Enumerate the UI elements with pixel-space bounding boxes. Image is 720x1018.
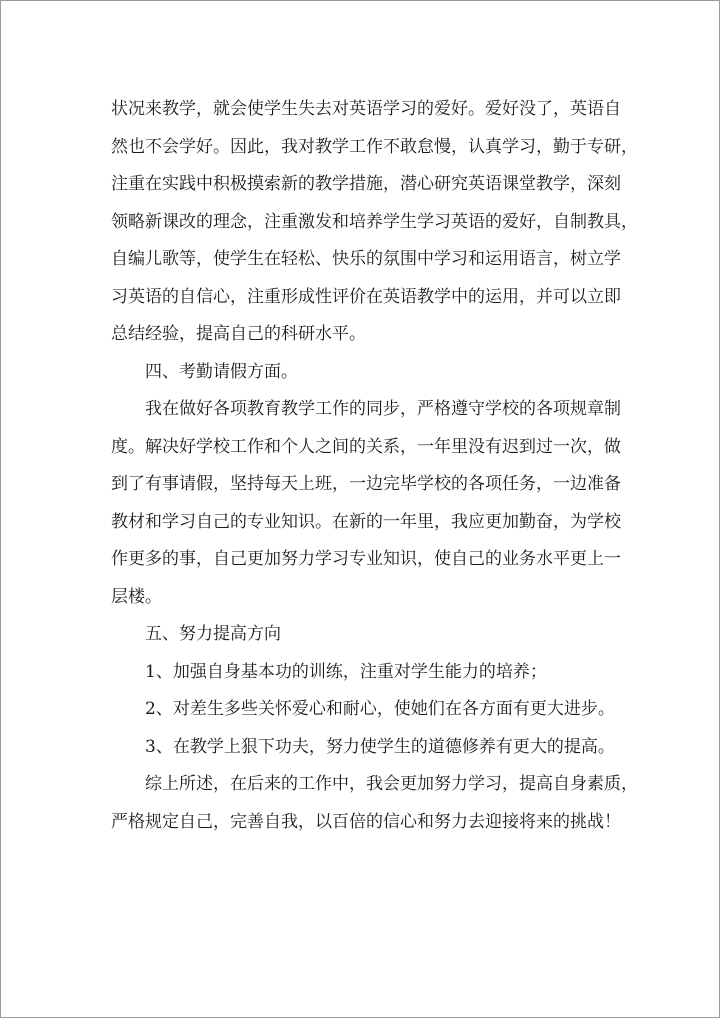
section-heading-attendance: 四、考勤请假方面。 [145, 361, 298, 382]
list-item: 3、在教学上狠下功夫，努力使学生的道德修养有更大的提高。 [145, 736, 615, 757]
text-line: 习英语的自信心，注重形成性评价在英语教学中的运用，并可以立即 [111, 286, 621, 307]
text-line: 注重在实践中积极摸索新的教学措施，潜心研究英语课堂教学，深刻 [111, 174, 621, 194]
text-line: 状况来教学，就会使学生失去对英语学习的爱好。爱好没了，英语自 [111, 99, 621, 119]
text-line: 自编儿歌等，使学生在轻松、快乐的氛围中学习和运用语言，树立学 [111, 249, 621, 269]
text-line: 我在做好各项教育教学工作的同步，严格遵守学校的各项规章制 [145, 399, 621, 419]
text-line: 层楼。 [111, 586, 162, 607]
document-body [111, 91, 638, 841]
section-heading-improvement: 五、努力提高方向 [145, 624, 281, 644]
text-line: 领略新课改的理念，注重激发和培养学生学习英语的爱好，自制教具， [111, 211, 638, 232]
text-line: 然也不会学好。因此，我对教学工作不敢怠慢，认真学习，勤于专研， [111, 136, 638, 157]
text-line: 度。解决好学校工作和个人之间的关系，一年里没有迟到过一次，做 [111, 436, 621, 457]
list-item: 2、对差生多些关怀爱心和耐心，使她们在各方面有更大进步。 [145, 699, 615, 719]
text-line: 作更多的事，自己更加努力学习专业知识，使自己的业务水平更上一 [111, 549, 621, 569]
text-line: 综上所述，在后来的工作中，我会更加努力学习，提高自身素质， [145, 774, 638, 794]
list-item: 1、加强自身基本功的训练，注重对学生能力的培养； [145, 661, 547, 682]
text-line: 严格规定自己，完善自我，以百倍的信心和努力去迎接将来的挑战！ [111, 811, 621, 832]
text-line: 总结经验，提高自己的科研水平。 [111, 324, 366, 344]
text-line: 到了有事请假，坚持每天上班，一边完毕学校的各项任务，一边准备 [111, 474, 621, 494]
text-line: 教材和学习自己的专业知识。在新的一年里，我应更加勤奋，为学校 [111, 511, 621, 532]
